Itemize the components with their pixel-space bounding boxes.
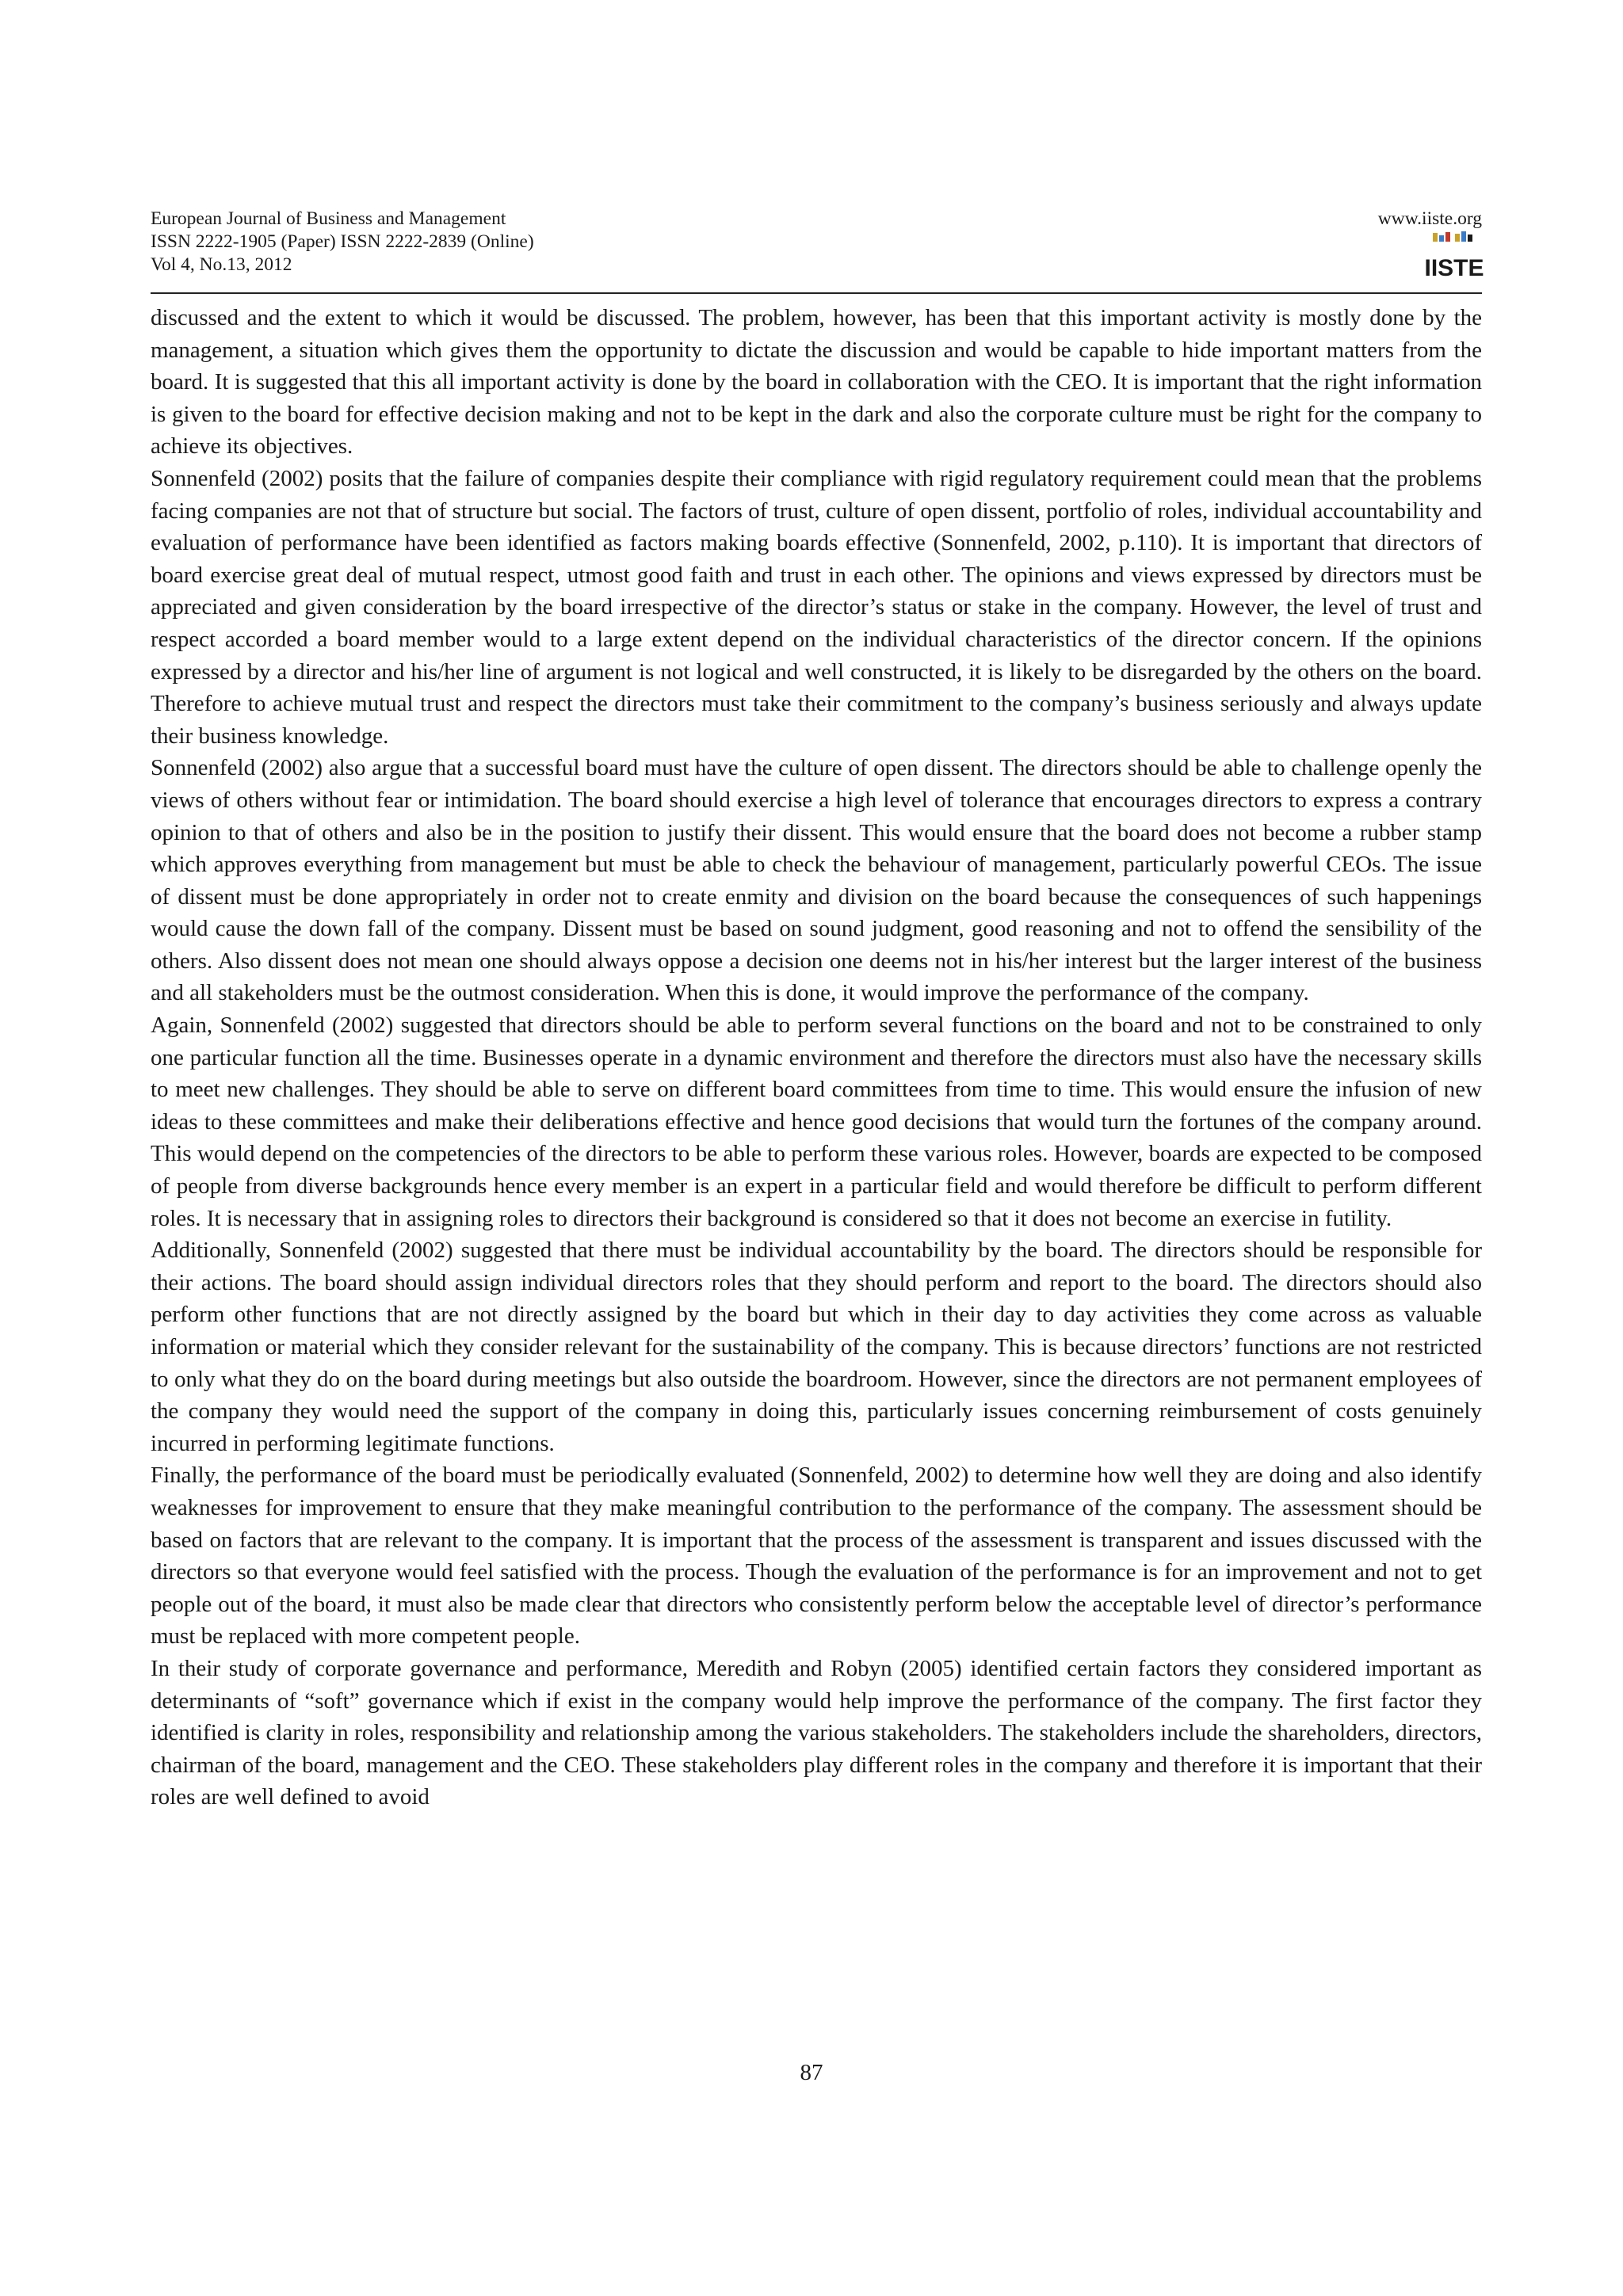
svg-text:IISTE: IISTE bbox=[1424, 255, 1484, 281]
page-header bbox=[151, 208, 1482, 287]
header-rule bbox=[151, 292, 1482, 294]
journal-info bbox=[151, 208, 534, 277]
paragraph: Additionally, Sonnenfeld (2002) suggested that there must be individual accountability by the board. The directors should be responsible for their actions. The board should assign individual directors roles that they should perform and report to the board. The directors should also perform other functions that are not directly assigned by the board but which in their day to day activities they come across as valuable information or material which they consider relevant for the sustainability of the company. This is because directors’ functions are not restricted to only what they do on the board during meetings but also outside the boardroom. However, since the directors are not permanent employees of the company they would need the support of the company in doing this, particularly issues concerning reimbursement of costs genuinely incurred in performing legitimate functions. bbox=[151, 1238, 1482, 1456]
paragraph: Again, Sonnenfeld (2002) suggested that directors should be able to perform several functions on the board and not to be constrained to only one particular function all the time. Businesses operate in a dynamic environment and therefore the directors must also have the necessary skills to meet new challenges. They should be able to serve on different board committees from time to time. This would ensure the infusion of new ideas to these committees and make their deliberations effective and hence good decisions that would turn the fortunes of the company around. This would depend on the competencies of the directors to be able to perform these various roles. However, boards are expected to be composed of people from diverse backgrounds hence every member is an expert in a particular field and would therefore be difficult to perform different roles. It is necessary that in assigning roles to directors their background is considered so that it does not become an exercise in futility. bbox=[151, 1013, 1482, 1231]
paragraph: Sonnenfeld (2002) posits that the failure of companies despite their compliance with rigid regulatory requirement could mean that the problems facing companies are not that of structure but social. The factors of trust, culture of open dissent, portfolio of roles, individual accountability and evaluation of performance have been identified as factors making boards effective (Sonnenfeld, 2002, p.110). It is important that directors of board exercise great deal of mutual respect, utmost good faith and trust in each other. The opinions and views expressed by directors must be appreciated and given consideration by the board irrespective of the director’s status or stake in the company. However, the level of trust and respect accorded a board member would to a large extent depend on the individual characteristics of the director concern. If the opinions expressed by a director and his/her line of argument is not logical and well constructed, it is likely to be disregarded by the others on the board. Therefore to achieve mutual trust and respect the directors must take their commitment to the company’s business seriously and always update their business knowledge. bbox=[151, 465, 1482, 749]
paragraph: Finally, the performance of the board must be periodically evaluated (Sonnenfeld, 2002) to determine how well they are doing and also identify weaknesses for improvement to ensure that they make meaningful contribution to the performance of the company. The assessment should be based on factors that are relevant to the company. It is important that the process of the assessment is transparent and issues discussed with the directors so that everyone would feel satisfied with the process. Though the evaluation of the performance is for an improvement and not to get people out of the board, it must also be made clear that directors who consistently perform below the acceptable level of director’s performance must be replaced with more competent people. bbox=[151, 1463, 1482, 1650]
paragraph: discussed and the extent to which it would be discussed. The problem, however, has been that this important activity is mostly done by the management, a situation which gives them the opportunity to dictate the discussion and would be capable to hide important matters from the board. It is suggested that this all important activity is done by the board in collaboration with the CEO. It is important that the right information is given to the board for effective decision making and not to be kept in the dark and also the corporate culture must be right for the company to achieve its objectives. bbox=[151, 305, 1482, 460]
page-number: 87 bbox=[800, 2060, 823, 2085]
paragraph: Sonnenfeld (2002) also argue that a successful board must have the culture of open dissent. The directors should be able to challenge openly the views of others without fear or intimidation. The board should exercise a high level of tolerance that encourages directors to express a contrary opinion to that of others and also be in the position to justify their dissent. This would ensure that the board does not become a rubber stamp which approves everything from management but must be able to check the behaviour of management, particularly powerful CEOs. The issue of dissent must be done appropriately in order not to create enmity and division on the board because the consequences of such happenings would cause the down fall of the company. Dissent must be based on sound judgment, good reasoning and not to offend the sensibility of the others. Also dissent does not mean one should always oppose a decision one deems not in his/her interest but the larger interest of the business and all stakeholders must be the outmost consideration. When this is done, it would improve the performance of the company. bbox=[151, 755, 1482, 1006]
iiste-logo bbox=[1424, 231, 1484, 281]
journal-url[interactable]: www.iiste.org bbox=[1377, 208, 1482, 229]
journal-title: European Journal of Business and Management bbox=[151, 208, 506, 229]
article-body bbox=[151, 302, 1482, 1814]
journal-volume: Vol 4, No.13, 2012 bbox=[151, 254, 292, 275]
journal-issn: ISSN 2222-1905 (Paper) ISSN 2222-2839 (Online) bbox=[151, 231, 534, 252]
paragraph: In their study of corporate governance and performance, Meredith and Robyn (2005) identified certain factors they considered important as determinants of “soft” governance which if exist in the company would help improve the performance of the company. The first factor they identified is clarity in roles, responsibility and relationship among the various stakeholders. The stakeholders include the shareholders, directors, chairman of the board, management and the CEO. These stakeholders play different roles in the company and therefore it is important that their roles are well defined to avoid bbox=[151, 1655, 1482, 1810]
